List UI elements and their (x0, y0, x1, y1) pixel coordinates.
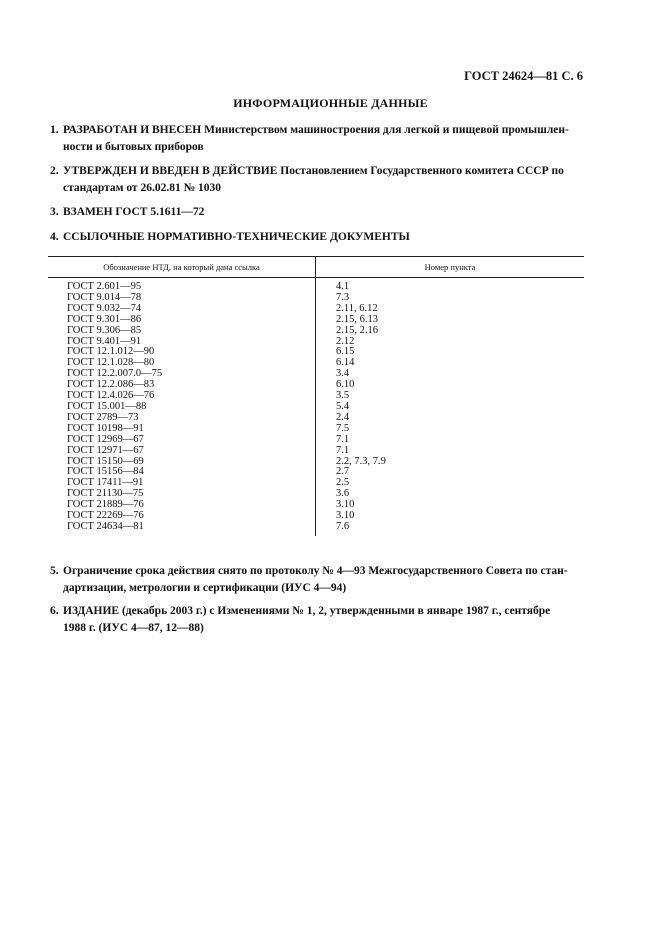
table-cell-document: ГОСТ 15156—84 (67, 466, 144, 478)
section-2 (50, 163, 582, 197)
section-lead: УТВЕРЖДЕН И ВВЕДЕН В ДЕЙСТВИЕ (63, 165, 278, 177)
reference-documents-table (48, 256, 584, 536)
section-lead: ВЗАМЕН ГОСТ 5.1611—72 (63, 206, 205, 218)
table-cell-document: ГОСТ 17411—91 (67, 477, 144, 489)
table-cell-document: ГОСТ 12971—67 (67, 444, 144, 456)
section-number: 1. (50, 124, 59, 136)
section-lead: ИЗДАНИЕ (декабрь 2003 г.) (63, 605, 207, 617)
table-cell-item-number: 3.4 (336, 368, 350, 380)
table-cell-item-number: 2.15, 6.13 (336, 313, 378, 325)
table-cell-item-number: 2.4 (336, 411, 350, 423)
table-cell-document: ГОСТ 2.601—95 (67, 281, 142, 292)
table-cell-document: ГОСТ 15150—69 (67, 455, 144, 467)
table-cell-item-number: 3.5 (336, 390, 350, 402)
section-number: 5. (50, 565, 59, 577)
section-6 (50, 603, 582, 637)
table-column-item-numbers (316, 278, 584, 536)
table-cell-document: ГОСТ 12.2.086—83 (67, 379, 155, 391)
section-text: с Изменениями № 1, 2, утвержденными в январе 1987 г., сентябре (206, 605, 551, 617)
section-number: 6. (50, 605, 59, 617)
table-cell-item-number: 5.4 (336, 400, 350, 412)
table-cell-document: ГОСТ 12.2.007.0—75 (67, 368, 163, 380)
table-cell-document: ГОСТ 15.001—88 (67, 400, 147, 412)
table-cell-item-number: 7.1 (336, 444, 350, 456)
table-cell-item-number: 2.11, 6.12 (336, 302, 378, 314)
table-cell-document: ГОСТ 9.306—85 (67, 324, 142, 336)
table-cell-item-number: 7.5 (336, 422, 350, 434)
table-cell-item-number: 3.10 (336, 510, 355, 522)
table-cell-document: ГОСТ 9.301—86 (67, 313, 142, 325)
section-text-continued: 1988 г. (ИУС 4—87, 12—88) (63, 622, 204, 634)
table-cell-item-number: 3.10 (336, 499, 355, 511)
table-column-documents (48, 278, 316, 536)
section-number: 3. (50, 206, 59, 218)
table-cell-document: ГОСТ 22269—76 (67, 510, 144, 522)
section-lead: ССЫЛОЧНЫЕ НОРМАТИВНО-ТЕХНИЧЕСКИЕ ДОКУМЕНТЫ (63, 231, 410, 243)
document-title: ИНФОРМАЦИОННЫЕ ДАННЫЕ (233, 96, 428, 110)
table-cell-item-number: 2.7 (336, 466, 350, 478)
section-lead: РАЗРАБОТАН И ВНЕСЕН (63, 124, 202, 136)
section-number: 2. (50, 165, 59, 177)
section-5 (50, 563, 582, 597)
table-cell-document: ГОСТ 12.1.028—80 (67, 357, 155, 369)
table-body (48, 278, 584, 536)
table-cell-item-number: 7.3 (336, 291, 350, 303)
section-text-continued: дартизации, метрологии и сертификации (ИУС 4—94) (63, 582, 347, 594)
section-number: 4. (50, 231, 59, 243)
section-1 (50, 122, 582, 156)
table-cell-item-number: 7.1 (336, 433, 350, 445)
table-cell-item-number: 7.6 (336, 520, 350, 532)
section-3 (50, 204, 582, 221)
section-text-continued: ности и бытовых приборов (63, 141, 204, 153)
table-cell-document: ГОСТ 24634—81 (67, 520, 144, 532)
table-cell-document: ГОСТ 12969—67 (67, 433, 144, 445)
table-cell-item-number: 2.2, 7.3, 7.9 (336, 455, 386, 467)
table-cell-item-number: 2.12 (336, 335, 355, 347)
table-cell-item-number: 4.1 (336, 281, 350, 292)
section-text-continued: стандартам от 26.02.81 № 1030 (63, 182, 222, 194)
table-cell-document: ГОСТ 9.032—74 (67, 302, 142, 314)
table-cell-item-number: 6.15 (336, 346, 355, 358)
table-cell-document: ГОСТ 9.401—91 (67, 335, 142, 347)
table-cell-item-number: 6.10 (336, 379, 355, 391)
section-text: Постановлением Государственного комитета СССР по (277, 165, 564, 177)
table-cell-document: ГОСТ 12.1.012—90 (67, 346, 155, 358)
table-cell-document: ГОСТ 10198—91 (67, 422, 144, 434)
table-cell-item-number: 2.15, 2.16 (336, 324, 378, 336)
section-text: Ограничение срока действия снято по протоколу № 4—93 Межгосударственного Совета по стан- (63, 565, 568, 577)
table-cell-document: ГОСТ 21130—75 (67, 488, 144, 500)
table-cell-item-number: 6.14 (336, 357, 355, 369)
table-cell-document: ГОСТ 12.4.026—76 (67, 390, 155, 402)
table-header-item-number: Номер пункта (424, 262, 476, 272)
page-header: ГОСТ 24624—81 С. 6 (464, 69, 583, 83)
table-cell-document: ГОСТ 21889—76 (67, 499, 144, 511)
table-cell-item-number: 2.5 (336, 477, 350, 489)
section-4 (50, 229, 582, 246)
table-header (48, 257, 584, 278)
table-cell-item-number: 3.6 (336, 488, 350, 500)
section-text: Министерством машиностроения для легкой и пищевой промышлен- (201, 124, 569, 136)
table-cell-document: ГОСТ 9.014—78 (67, 291, 142, 303)
table-cell-document: ГОСТ 2789—73 (67, 411, 139, 423)
table-header-document: Обозначение НТД, на который дана ссылка (48, 257, 316, 277)
